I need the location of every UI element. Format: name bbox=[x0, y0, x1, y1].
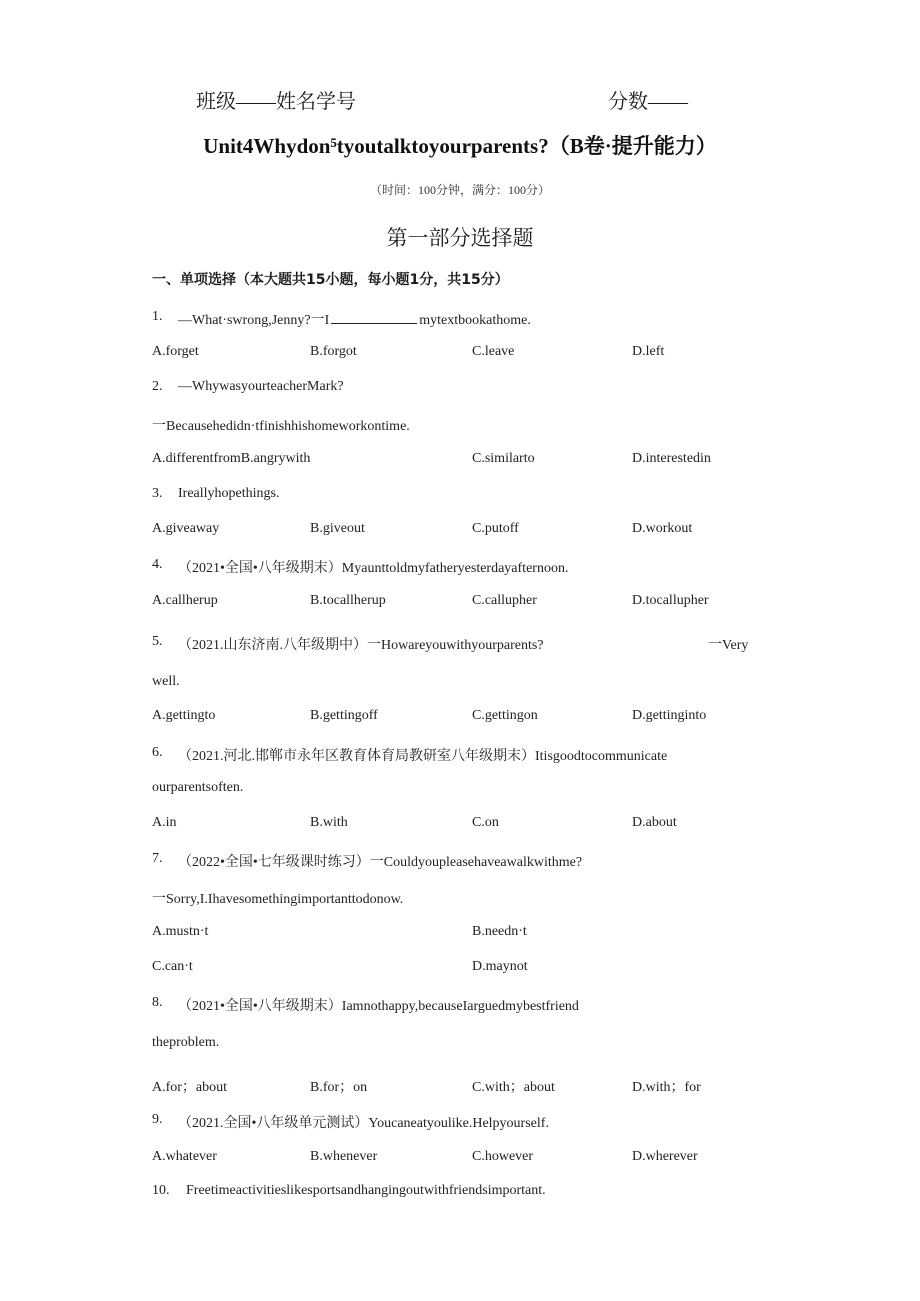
question-5-option-a[interactable]: A.gettingto bbox=[152, 708, 216, 723]
question-1-stem-pre: —What·swrong,Jenny?一I bbox=[178, 313, 330, 328]
question-3-option-a[interactable]: A.giveaway bbox=[152, 521, 220, 536]
section-title: 一、单项选择（本大题共15小题，每小题1分，共15分） bbox=[152, 272, 509, 288]
question-3-number: 3. bbox=[152, 486, 163, 501]
question-5-reply-end: well. bbox=[152, 674, 180, 689]
question-5-option-b[interactable]: B.gettingoff bbox=[310, 708, 378, 723]
question-2-option-ab[interactable]: A.differentfromB.angrywith bbox=[152, 451, 311, 466]
question-8-stem-continued: theproblem. bbox=[152, 1035, 220, 1050]
question-1-option-b[interactable]: B.forgot bbox=[310, 344, 357, 359]
question-6-option-b[interactable]: B.with bbox=[310, 815, 348, 830]
question-7-option-d[interactable]: D.maynot bbox=[472, 959, 528, 974]
question-5-option-c[interactable]: C.gettingon bbox=[472, 708, 538, 723]
question-5-option-d[interactable]: D.gettinginto bbox=[632, 708, 707, 723]
question-6-option-d[interactable]: D.about bbox=[632, 815, 677, 830]
question-2-number: 2. bbox=[152, 379, 163, 394]
question-2-stem: —WhywasyourteacherMark? bbox=[178, 379, 344, 394]
question-4-option-c[interactable]: C.callupher bbox=[472, 593, 537, 608]
question-1-option-d[interactable]: D.left bbox=[632, 344, 665, 359]
question-1-option-c[interactable]: C.leave bbox=[472, 344, 515, 359]
question-6-number: 6. bbox=[152, 745, 163, 760]
question-4-stem: （2021•全国•八年级期末）Myaunttoldmyfatheryesterdayafternoon. bbox=[178, 561, 569, 576]
question-9-number: 9. bbox=[152, 1112, 163, 1127]
question-8-option-b[interactable]: B.for；on bbox=[310, 1080, 368, 1095]
exam-title: Unit4Whydon⁵tyoutalktoyourparents?（B卷·提升能力） bbox=[203, 134, 717, 158]
question-3-option-b[interactable]: B.giveout bbox=[310, 521, 365, 536]
question-6-option-a[interactable]: A.in bbox=[152, 815, 177, 830]
question-7-option-c[interactable]: C.can·t bbox=[152, 959, 193, 974]
question-3-option-c[interactable]: C.putoff bbox=[472, 521, 519, 536]
question-7-reply: 一Sorry,I.Ihavesomethingimportanttodonow. bbox=[152, 892, 404, 907]
question-4-option-a[interactable]: A.callherup bbox=[152, 593, 218, 608]
question-1-number: 1. bbox=[152, 309, 163, 324]
question-8-option-a[interactable]: A.for；about bbox=[152, 1080, 228, 1095]
question-8-number: 8. bbox=[152, 995, 163, 1010]
question-1-stem-post: mytextbookathome. bbox=[419, 313, 531, 328]
question-7-stem: （2022•全国•七年级课时练习）一Couldyoupleasehaveawalkwithme? bbox=[178, 855, 583, 870]
question-3-stem: Ireallyhopethings. bbox=[178, 486, 280, 501]
score-field-label: 分数—— bbox=[608, 91, 688, 113]
question-4-number: 4. bbox=[152, 557, 163, 572]
question-8-option-d[interactable]: D.with；for bbox=[632, 1080, 701, 1095]
exam-subtitle: （时间：100分钟，满分：100分） bbox=[369, 183, 550, 197]
question-4-option-b[interactable]: B.tocallherup bbox=[310, 593, 386, 608]
question-2-option-c[interactable]: C.similarto bbox=[472, 451, 535, 466]
question-10-number: 10. bbox=[152, 1183, 170, 1198]
question-6-stem-continued: ourparentsoften. bbox=[152, 780, 244, 795]
question-10-stem: Freetimeactivitieslikesportsandhangingoutwithfriendsimportant. bbox=[186, 1183, 546, 1198]
class-name-field-label: 班级——姓名学号 bbox=[196, 91, 356, 113]
question-1-blank bbox=[331, 311, 417, 324]
question-1-stem bbox=[178, 309, 531, 329]
question-5-stem: （2021.山东济南.八年级期中）一Howareyouwithyourparents? bbox=[178, 638, 544, 653]
question-9-option-c[interactable]: C.however bbox=[472, 1149, 534, 1164]
question-1-option-a[interactable]: A.forget bbox=[152, 344, 199, 359]
question-5-number: 5. bbox=[152, 634, 163, 649]
part-title: 第一部分选择题 bbox=[386, 226, 534, 250]
question-7-option-a[interactable]: A.mustn·t bbox=[152, 924, 209, 939]
question-7-option-b[interactable]: B.needn·t bbox=[472, 924, 527, 939]
question-8-stem: （2021•全国•八年级期末）Iamnothappy,becauseIarguedmybestfriend bbox=[178, 999, 579, 1014]
question-3-option-d[interactable]: D.workout bbox=[632, 521, 693, 536]
question-7-number: 7. bbox=[152, 851, 163, 866]
question-2-answer-line: 一Becausehedidn·tfinishhishomeworkontime. bbox=[152, 419, 410, 434]
question-5-reply-start: 一Very bbox=[708, 638, 749, 653]
question-8-option-c[interactable]: C.with；about bbox=[472, 1080, 555, 1095]
question-6-stem: （2021.河北.邯郸市永年区教育体育局教研室八年级期末）Itisgoodtocommunicate bbox=[178, 749, 668, 764]
question-9-option-a[interactable]: A.whatever bbox=[152, 1149, 217, 1164]
question-6-option-c[interactable]: C.on bbox=[472, 815, 499, 830]
question-9-stem: （2021.全国•八年级单元测试）Youcaneatyoulike.Helpyourself. bbox=[178, 1116, 549, 1131]
question-9-option-d[interactable]: D.wherever bbox=[632, 1149, 698, 1164]
question-2-option-d[interactable]: D.interestedin bbox=[632, 451, 711, 466]
question-9-option-b[interactable]: B.whenever bbox=[310, 1149, 378, 1164]
question-4-option-d[interactable]: D.tocallupher bbox=[632, 593, 709, 608]
